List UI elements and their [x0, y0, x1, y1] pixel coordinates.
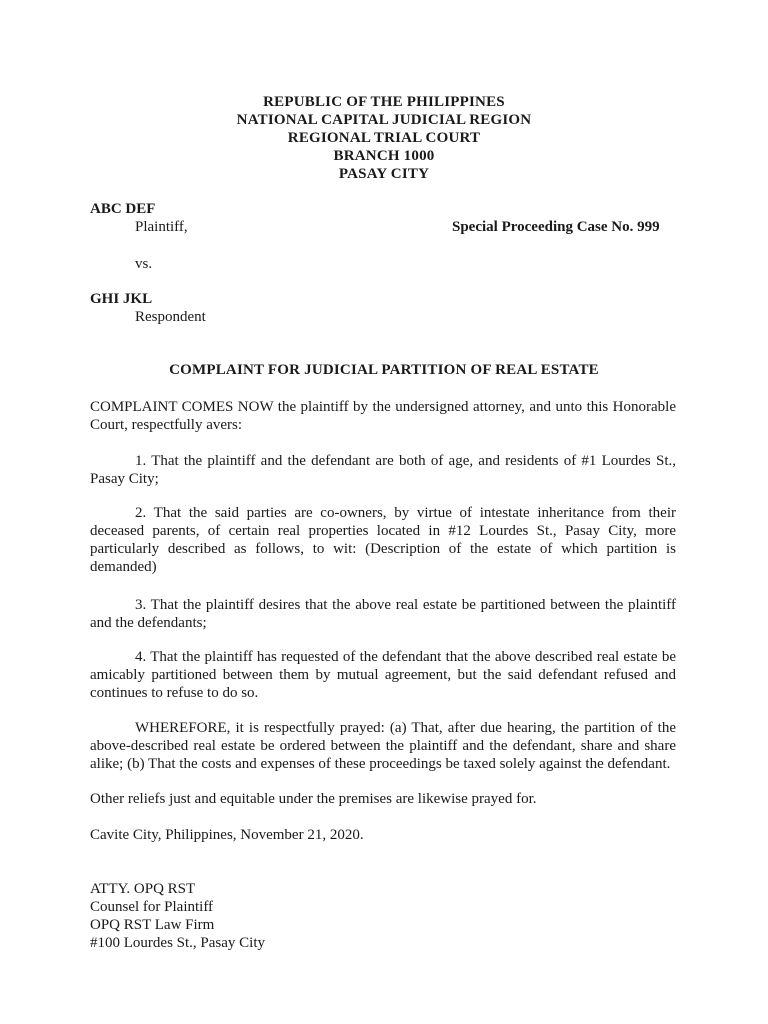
- intro-paragraph: COMPLAINT COMES NOW the plaintiff by the undersigned attorney, and unto this Honorable Court, respectfully avers:: [90, 399, 676, 433]
- law-firm-address: #100 Lourdes St., Pasay City: [90, 935, 265, 951]
- respondent-name: GHI JKL: [90, 291, 153, 307]
- paragraph-2: 2. That the said parties are co-owners, by virtue of intestate inheritance from their deceased parents, of certain real properties located in #12 Lourdes St., Pasay City, more particularly described as follows, to wit: (Description of the estate of which partition is demanded): [90, 505, 676, 575]
- paragraph-4: 4. That the plaintiff has requested of the defendant that the above described real estate be amicably partitioned between them by mutual agreement, but the said defendant refused and continues to refuse to do so.: [90, 649, 676, 701]
- respondent-role: Respondent: [135, 309, 206, 325]
- attorney-role: Counsel for Plaintiff: [90, 899, 214, 915]
- place-date-line: Cavite City, Philippines, November 21, 2020.: [90, 827, 364, 843]
- signature-block: [90, 880, 265, 952]
- caption-city: PASAY CITY: [338, 166, 430, 182]
- law-firm-name: OPQ RST Law Firm: [90, 917, 215, 933]
- caption-branch: BRANCH 1000: [333, 148, 435, 164]
- caption-region: NATIONAL CAPITAL JUDICIAL REGION: [236, 112, 532, 128]
- plaintiff-role: Plaintiff,: [135, 219, 188, 235]
- versus-label: vs.: [135, 256, 153, 272]
- caption-republic: REPUBLIC OF THE PHILIPPINES: [263, 94, 505, 110]
- case-number: Special Proceeding Case No. 999: [452, 219, 660, 235]
- plaintiff-name: ABC DEF: [90, 201, 156, 217]
- wherefore-paragraph: WHEREFORE, it is respectfully prayed: (a) That, after due hearing, the partition of the above-described real estate be ordered between the plaintiff and the defendant, share and share alike; (b) That the costs and expenses of these proceedings be taxed solely against the defendant.: [90, 720, 676, 772]
- document-title: COMPLAINT FOR JUDICIAL PARTITION OF REAL ESTATE: [169, 362, 599, 378]
- paragraph-1: 1. That the plaintiff and the defendant are both of age, and residents of #1 Lourdes St., Pasay City;: [90, 453, 676, 487]
- paragraph-3: 3. That the plaintiff desires that the above real estate be partitioned between the plaintiff and the defendants;: [90, 597, 676, 631]
- other-reliefs-paragraph: Other reliefs just and equitable under the premises are likewise prayed for.: [90, 791, 537, 807]
- attorney-name: ATTY. OPQ RST: [90, 881, 196, 897]
- caption-court: REGIONAL TRIAL COURT: [287, 130, 481, 146]
